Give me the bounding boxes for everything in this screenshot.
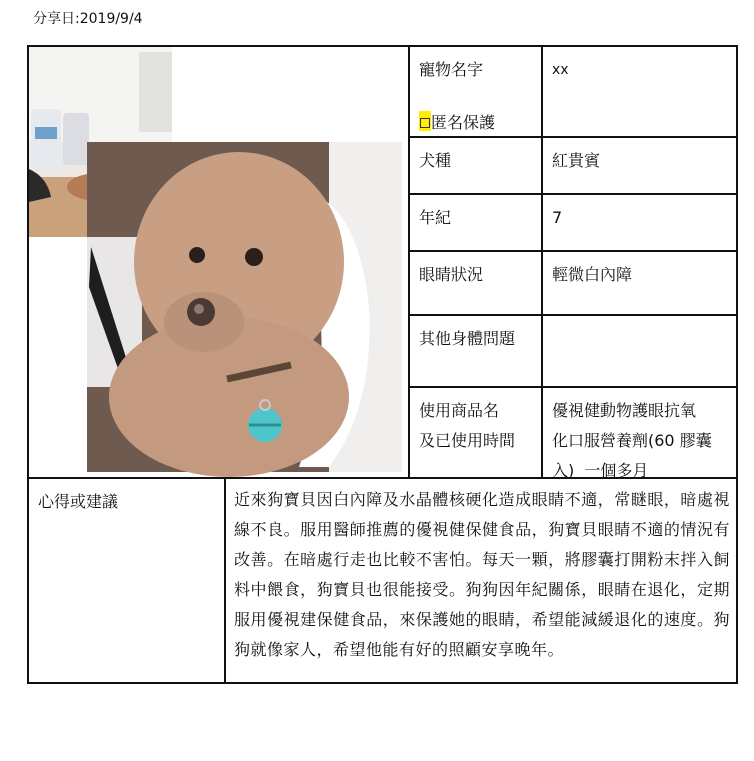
comment-text: 近來狗寶貝因白內障及水晶體核硬化造成眼睛不適，常瞇眼，暗處視線不良。服用醫師推薦的優視健保健食品，狗寶貝眼睛不適的情況有改善。在暗處行走也比較不害怕。每天一顆，將膠囊打開粉末拌入飼料中餵食，狗寶貝也很能接受。狗狗因年紀關係，眼睛在退化，定期服用優視建保健食品，來保護她的眼睛，希望能減緩退化的速度。狗狗就像家人，希望他能有好的照顧安享晚年。 (234, 490, 730, 659)
product-value-line2: 化口服營養劑(60 膠囊 (552, 431, 712, 450)
anonymous-checkbox[interactable] (419, 111, 431, 131)
age-value: 7 (552, 208, 563, 227)
eye-condition-label: 眼睛狀況 (419, 265, 484, 284)
other-issues-value (543, 316, 738, 386)
pet-photos (29, 47, 408, 477)
pet-photo-collage (29, 47, 408, 477)
product-value-line3: 入) 一個多月 (552, 461, 649, 480)
product-label (410, 388, 541, 477)
pet-name-value: xx (552, 62, 569, 78)
breed-label: 犬種 (419, 151, 452, 170)
share-date: 分享日:2019/9/4 (33, 11, 143, 27)
product-value (543, 388, 738, 480)
product-value-line1: 優視健動物護眼抗氧 (552, 401, 697, 420)
breed-value: 紅貴賓 (552, 151, 601, 170)
age-label: 年紀 (419, 208, 452, 227)
product-label-line1: 使用商品名 (419, 401, 500, 420)
other-issues-label: 其他身體問題 (419, 329, 516, 348)
main-dog-photo (87, 142, 402, 477)
pet-name-label-cell (410, 47, 541, 136)
pet-info-form (27, 45, 738, 684)
anonymous-label: 匿名保護 (431, 113, 496, 132)
comment-label: 心得或建議 (38, 492, 119, 511)
anonymous-protect (419, 108, 541, 138)
pet-name-label: 寵物名字 (419, 60, 484, 79)
eye-condition-value: 輕微白內障 (552, 265, 633, 284)
product-label-line2: 及已使用時間 (419, 431, 516, 450)
